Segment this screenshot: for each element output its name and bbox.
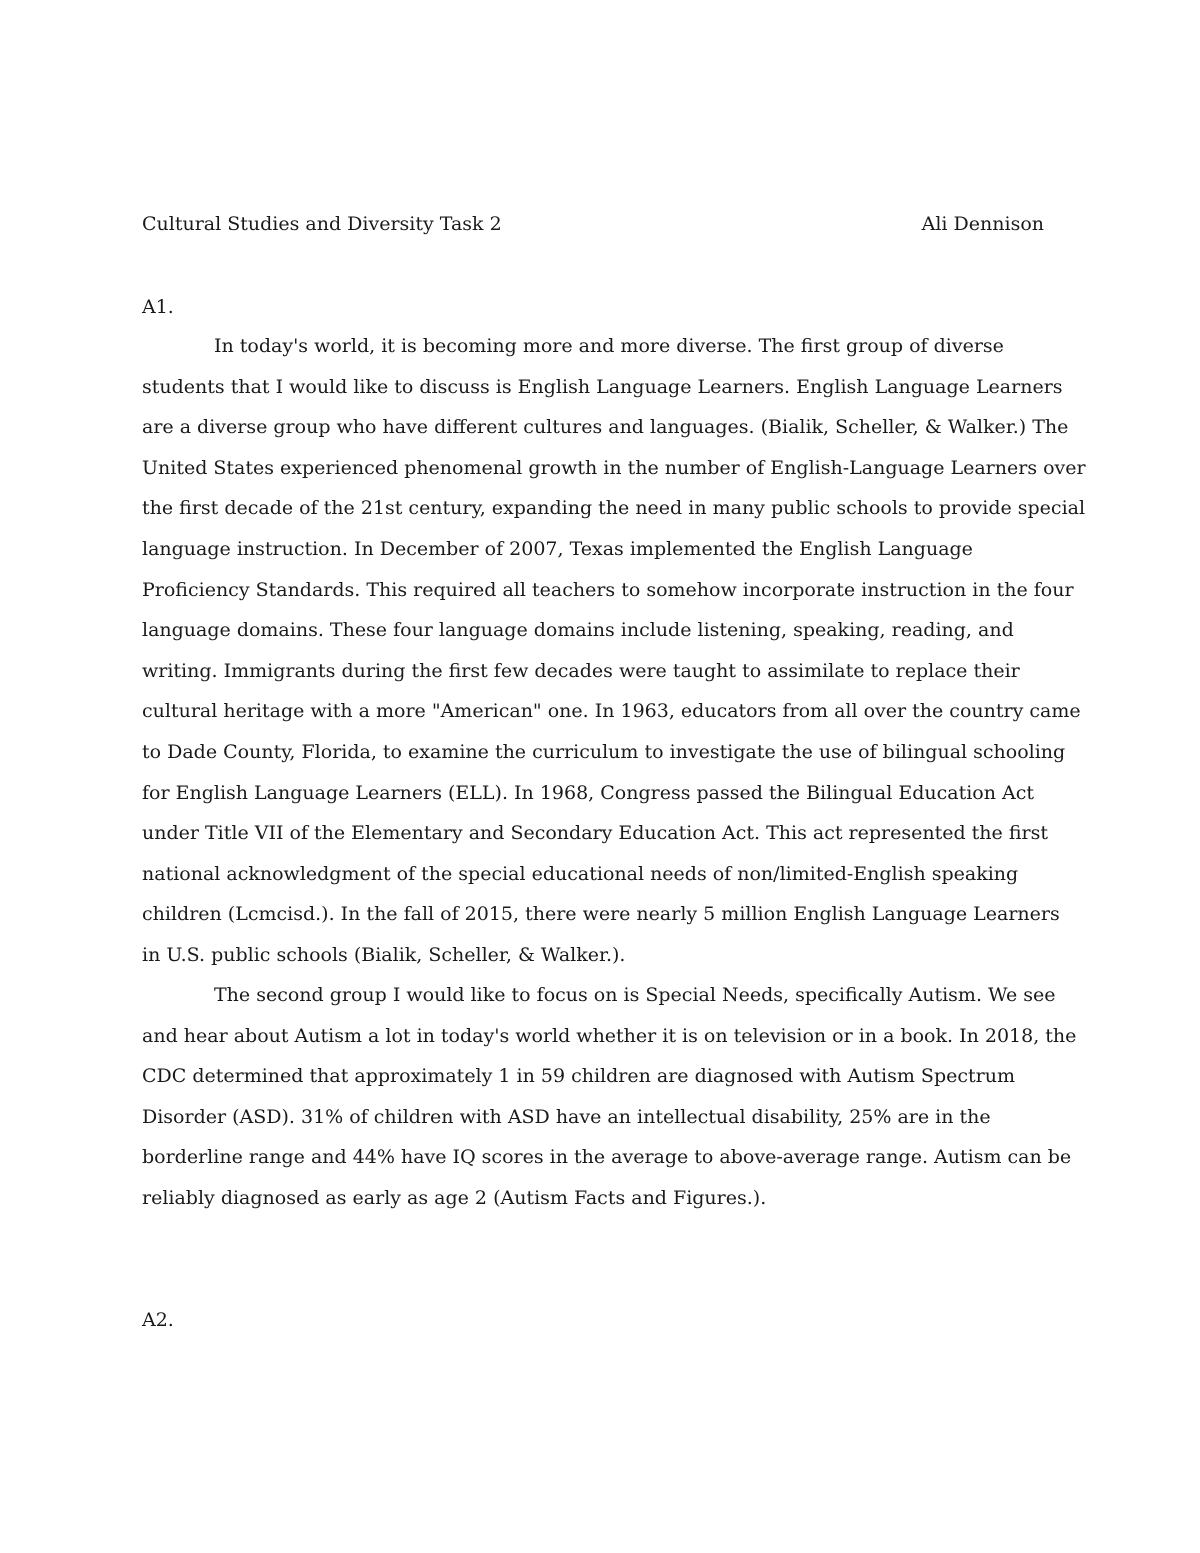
text-line: in U.S. public schools (Bialik, Scheller, & Walker.). bbox=[142, 943, 626, 966]
text-line: national acknowledgment of the special educational needs of non/limited-English speaking bbox=[142, 862, 1019, 885]
page-header bbox=[142, 208, 1044, 240]
paragraph-english-language-learners bbox=[142, 326, 1086, 976]
text-line: are a diverse group who have different cultures and languages. (Bialik, Scheller, & Walker.) The bbox=[142, 416, 1069, 439]
text-line: writing. Immigrants during the first few decades were taught to assimilate to replace their bbox=[142, 659, 1020, 682]
text-line: In today's world, it is becoming more and more diverse. The first group of diverse bbox=[214, 335, 1004, 357]
text-line: Disorder (ASD). 31% of children with ASD have an intellectual disability, 25% are in the bbox=[142, 1105, 991, 1128]
text-line: students that I would like to discuss is English Language Learners. English Language Learners bbox=[142, 375, 1063, 398]
text-line: the first decade of the 21st century, expanding the need in many public schools to provide special bbox=[142, 497, 1086, 520]
text-line: for English Language Learners (ELL). In 1968, Congress passed the Bilingual Education Act bbox=[142, 781, 1035, 804]
text-line: to Dade County, Florida, to examine the curriculum to investigate the use of bilingual schooling bbox=[142, 740, 1066, 763]
paragraph-special-needs-autism bbox=[142, 975, 1077, 1219]
text-line: children (Lcmcisd.). In the fall of 2015, there were nearly 5 million English Language Learners bbox=[142, 903, 1060, 926]
text-line: under Title VII of the Elementary and Secondary Education Act. This act represented the first bbox=[142, 822, 1048, 845]
section-label-a2: A2. bbox=[142, 1309, 174, 1331]
text-line: The second group I would like to focus on is Special Needs, specifically Autism. We see bbox=[214, 984, 1056, 1006]
text-line: language instruction. In December of 2007, Texas implemented the English Language bbox=[142, 537, 973, 560]
document-title: Cultural Studies and Diversity Task 2 bbox=[142, 213, 502, 235]
text-line: CDC determined that approximately 1 in 59 children are diagnosed with Autism Spectrum bbox=[142, 1065, 1015, 1088]
author-name: Ali Dennison bbox=[921, 213, 1044, 235]
section-label-a1: A1. bbox=[142, 296, 174, 318]
text-line: borderline range and 44% have IQ scores in the average to above-average range. Autism can be bbox=[142, 1146, 1072, 1169]
text-line: United States experienced phenomenal growth in the number of English-Language Learners over bbox=[142, 456, 1086, 479]
text-line: Proficiency Standards. This required all teachers to somehow incorporate instruction in the four bbox=[142, 578, 1074, 601]
text-line: cultural heritage with a more "American" one. In 1963, educators from all over the country came bbox=[142, 700, 1081, 723]
text-line: reliably diagnosed as early as age 2 (Autism Facts and Figures.). bbox=[142, 1186, 767, 1209]
text-line: and hear about Autism a lot in today's world whether it is on television or in a book. In 2018, the bbox=[142, 1024, 1077, 1047]
text-line: language domains. These four language domains include listening, speaking, reading, and bbox=[142, 619, 1014, 642]
